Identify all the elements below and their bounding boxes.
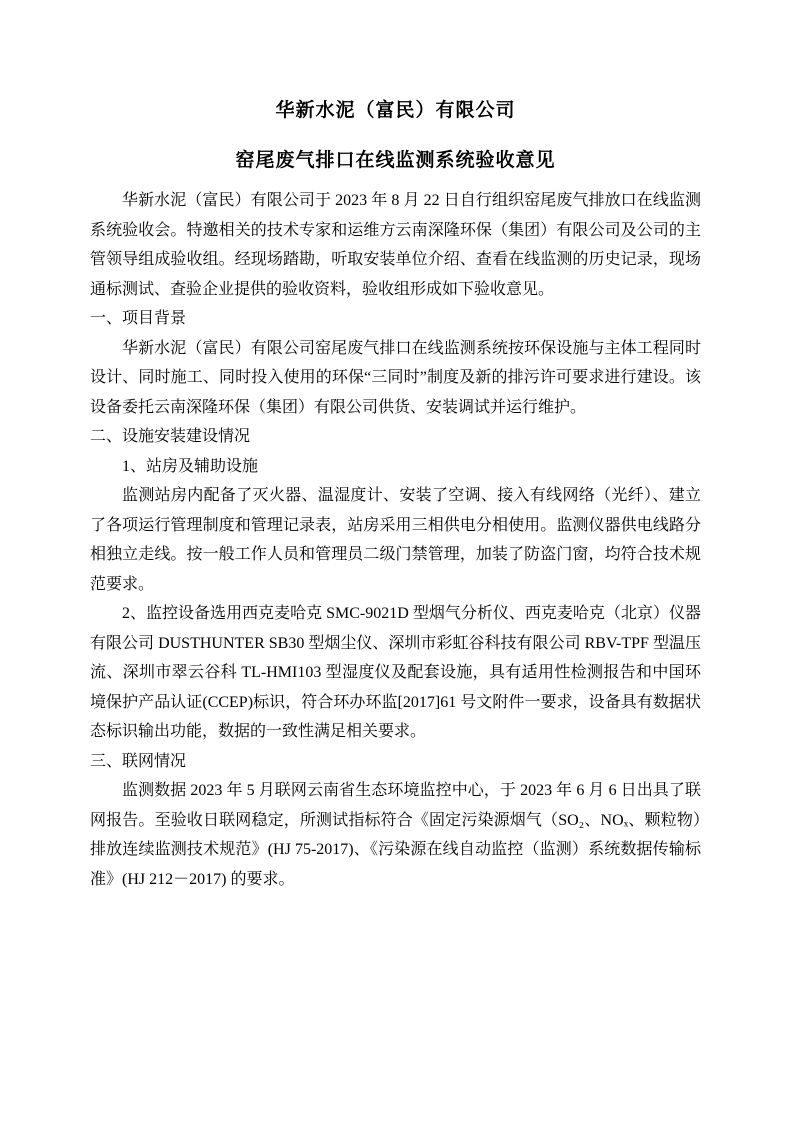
section-2-sub1-paragraph: 监测站房内配备了灭火器、温湿度计、安装了空调、接入有线网络（光纤）、建立了各项运行管理制度和管理记录表，站房采用三相供电分相使用。监测仪器供电线路分相独立走线。按一般工作人员和管理员二级门禁管理，加装了防盗门窗，均符合技术规范要求。 (90, 487, 701, 593)
section-2-sub1-heading: 1、站房及辅助设施 (122, 457, 259, 475)
section-3-paragraph: 监测数据 2023 年 5 月联网云南省生态环境监控中心，于 2023 年 6 月 6 日出具了联网报告。至验收日联网稳定，所测试指标符合《固定污染源烟气（SO₂、NOₓ、颗粒物）排放连续监测技术规范》(HJ 75-2017)、《污染源在线自动监控（监测）系统数据传输标准》(HJ 212－2017) 的要求。 (90, 782, 701, 888)
section-2-heading: 二、设施安装建设情况 (90, 428, 251, 445)
doc-title-subject: 窑尾废气排口在线监测系统验收意见 (235, 150, 556, 171)
intro-paragraph: 华新水泥（富民）有限公司于 2023 年 8 月 22 日自行组织窑尾废气排放口在线监测系统验收会。特邀相关的技术专家和运维方云南深隆环保（集团）有限公司及公司的主管领导组成验收组。经现场踏勘，听取安装单位介绍、查看在线监测的历史记录，现场通标测试、查验企业提供的验收资料，验收组形成如下验收意见。 (90, 192, 701, 298)
doc-title-company: 华新水泥（富民）有限公司 (275, 100, 516, 121)
section-3-heading: 三、联网情况 (90, 752, 187, 770)
section-1-paragraph: 华新水泥（富民）有限公司窑尾废气排口在线监测系统按环保设施与主体工程同时设计、同时施工、同时投入使用的环保“三同时”制度及新的排污许可要求进行建设。该设备委托云南深隆环保（集团）有限公司供货、安装调试并运行维护。 (90, 339, 701, 416)
section-1-heading: 一、项目背景 (90, 310, 187, 327)
section-2-sub2-paragraph: 2、监控设备选用西克麦哈克 SMC-9021D 型烟气分析仪、西克麦哈克（北京）仪器有限公司 DUSTHUNTER SB30 型烟尘仪、深圳市彩虹谷科技有限公司 RBV-TPF 型温压流、深圳市翠云谷科 TL-HMI103 型湿度仪及配套设施，具有适用性检测报告和中国环境保护产品认证(CCEP)标识，符合环办环监[2017]61 号文附件一要求，设备具有数据状态标识输出功能，数据的一致性满足相关要求。 (90, 605, 701, 740)
